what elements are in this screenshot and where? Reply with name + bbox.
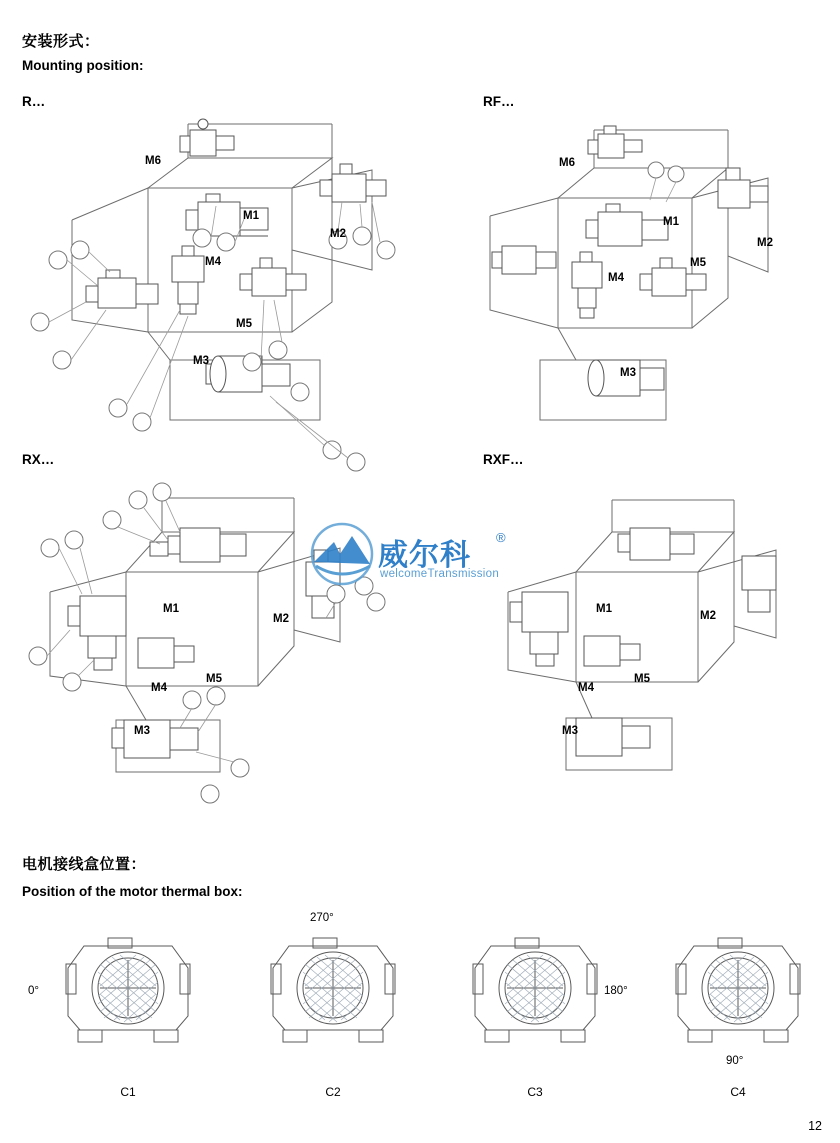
mount-label-r-m1: M1 bbox=[243, 210, 259, 222]
mount-label-r-m3: M3 bbox=[193, 355, 209, 367]
mount-label-rxf-m3: M3 bbox=[562, 725, 578, 737]
diagram-rf bbox=[480, 110, 830, 440]
mount-label-rf-m4: M4 bbox=[608, 272, 624, 284]
mount-label-rxf-m2: M2 bbox=[700, 610, 716, 622]
mount-label-rf-m1: M1 bbox=[663, 216, 679, 228]
terminal-box-heading-cn: 电机接线盒位置： bbox=[22, 856, 147, 873]
terminal-box-heading-en: Position of the motor thermal box: bbox=[22, 884, 243, 899]
mount-label-rxf-m5: M5 bbox=[634, 673, 650, 685]
watermark-brand-en: welcomeTransmission bbox=[380, 568, 500, 580]
mount-label-rx-m2: M2 bbox=[273, 613, 289, 625]
caption-c2: C2 bbox=[325, 1085, 341, 1099]
section-label-r: R… bbox=[22, 94, 46, 109]
mount-label-rxf-m1: M1 bbox=[596, 603, 612, 615]
mount-label-rxf-m4: M4 bbox=[578, 682, 594, 694]
watermark-registered-mark: ® bbox=[496, 530, 506, 545]
angle-label-c4: 90° bbox=[726, 1055, 744, 1067]
mount-label-r-m4: M4 bbox=[205, 256, 221, 268]
caption-c1: C1 bbox=[120, 1085, 136, 1099]
angle-label-c1: 0° bbox=[28, 985, 39, 997]
mount-label-rf-m5: M5 bbox=[690, 257, 706, 269]
mounting-position-heading-en: Mounting position: bbox=[22, 58, 144, 73]
angle-label-c2: 270° bbox=[310, 912, 334, 924]
motor-box-figure-c4 bbox=[658, 930, 818, 1055]
mount-label-rf-m2: M2 bbox=[757, 237, 773, 249]
caption-c4: C4 bbox=[730, 1085, 746, 1099]
mount-label-rx-m4: M4 bbox=[151, 682, 167, 694]
mount-label-rx-m5: M5 bbox=[206, 673, 222, 685]
motor-box-figure-c3 bbox=[455, 930, 615, 1055]
mount-label-rf-m3: M3 bbox=[620, 367, 636, 379]
section-label-rx: RX… bbox=[22, 452, 55, 467]
watermark-brand-cn: 威尔科 bbox=[378, 539, 471, 572]
mounting-position-heading-cn: 安装形式： bbox=[22, 33, 100, 50]
motor-box-figure-c2 bbox=[253, 930, 413, 1055]
angle-label-c3: 180° bbox=[604, 985, 628, 997]
caption-c3: C3 bbox=[527, 1085, 543, 1099]
page-number: 12 bbox=[808, 1119, 822, 1133]
mount-label-r-m6: M6 bbox=[145, 155, 161, 167]
diagram-rxf bbox=[480, 470, 830, 800]
mount-label-rx-m3: M3 bbox=[134, 725, 150, 737]
diagram-rx bbox=[20, 470, 460, 800]
section-label-rf: RF… bbox=[483, 94, 515, 109]
diagram-r bbox=[20, 110, 460, 440]
mount-label-rf-m6: M6 bbox=[559, 157, 575, 169]
mount-label-rx-m1: M1 bbox=[163, 603, 179, 615]
mount-label-r-m2: M2 bbox=[330, 228, 346, 240]
section-label-rxf: RXF… bbox=[483, 452, 524, 467]
mount-label-r-m5: M5 bbox=[236, 318, 252, 330]
motor-box-figure-c1 bbox=[48, 930, 208, 1055]
